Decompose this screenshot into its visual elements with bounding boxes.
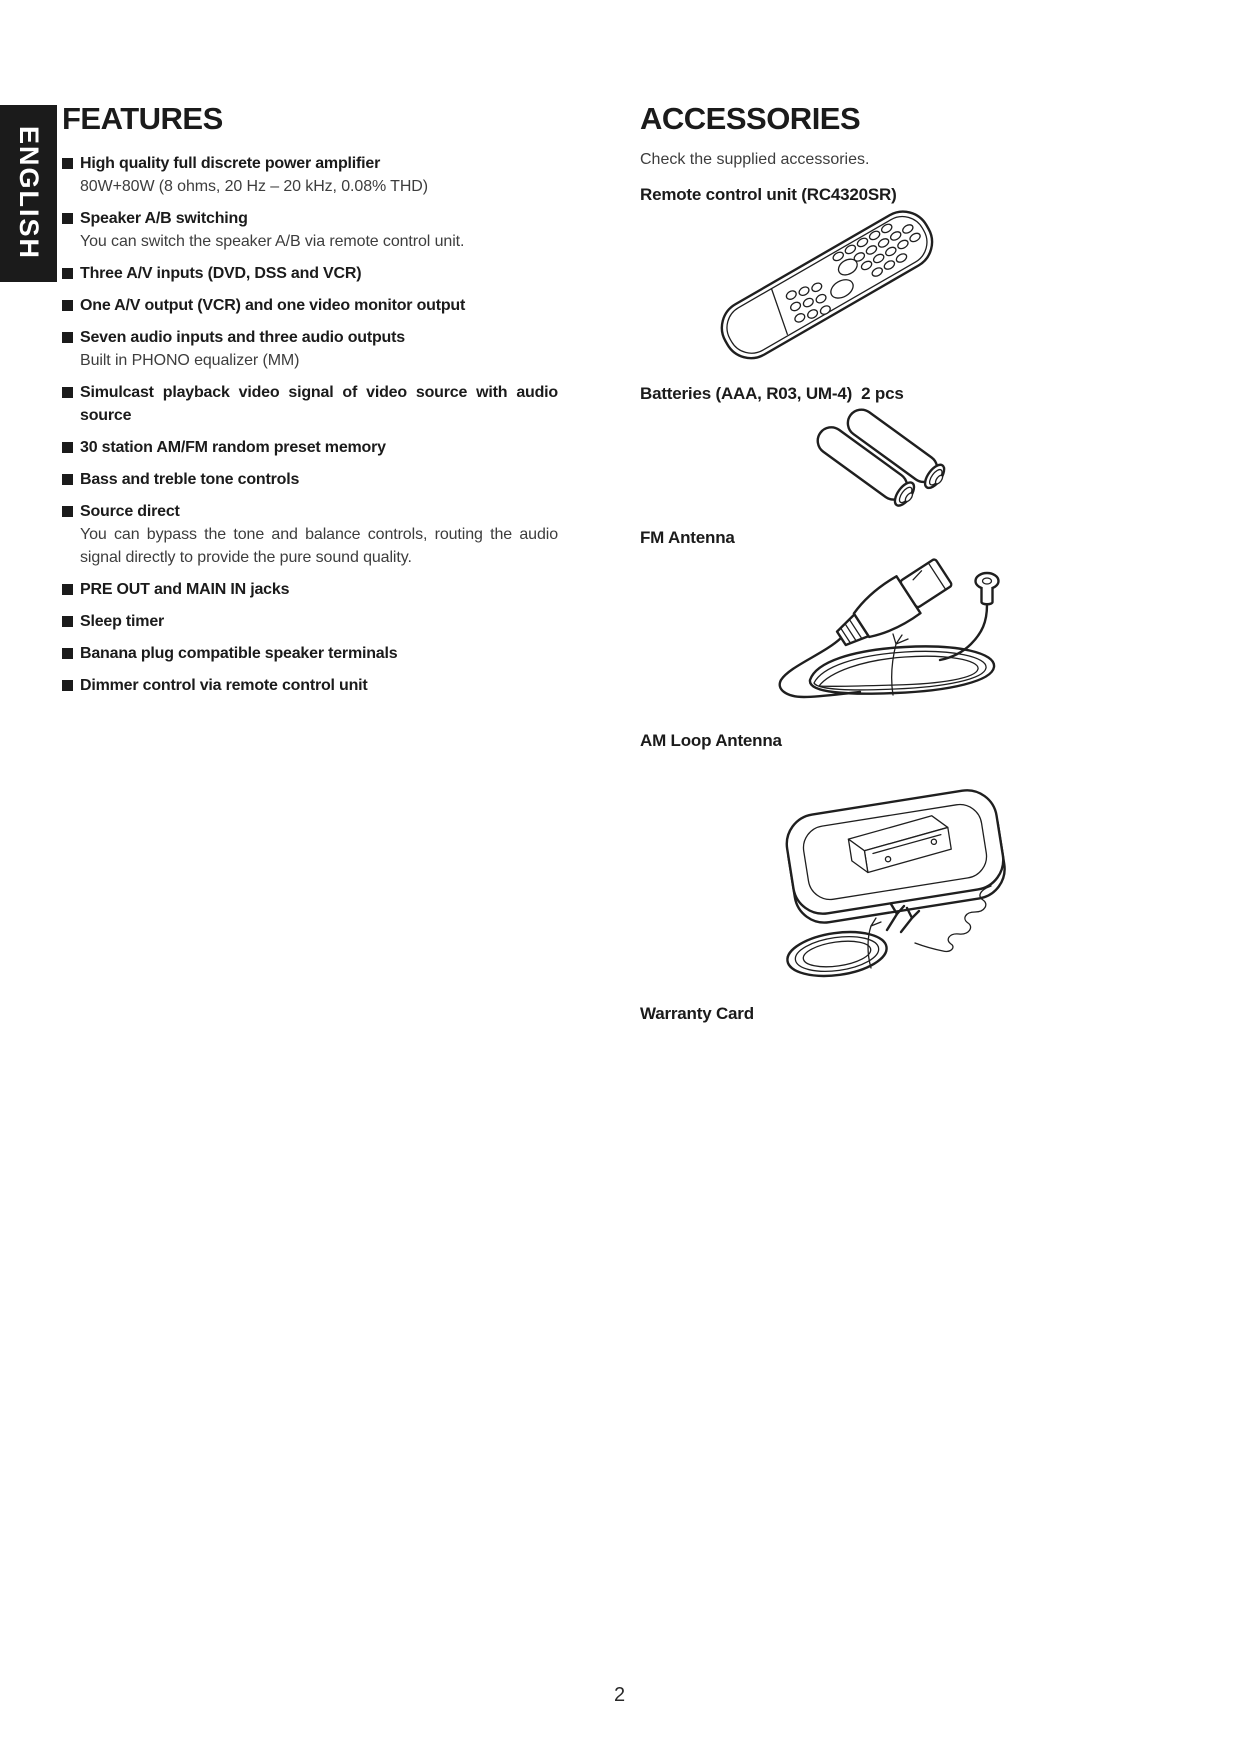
feature-description: 80W+80W (8 ohms, 20 Hz – 20 kHz, 0.08% THD): [80, 178, 428, 195]
bullet-square-icon: [62, 616, 73, 627]
accessory-label-remote: Remote control unit (RC4320SR): [640, 185, 897, 204]
accessory-label-am-antenna: AM Loop Antenna: [640, 731, 782, 750]
feature-heading: Simulcast playback video signal of video source with audio source: [80, 384, 558, 424]
bullet-square-icon: [62, 442, 73, 453]
feature-heading: One A/V output (VCR) and one video monitor output: [80, 297, 466, 314]
page-number: 2: [613, 1684, 626, 1706]
feature-item: [62, 578, 558, 601]
batteries-illustration: [827, 400, 975, 512]
feature-heading: 30 station AM/FM random preset memory: [80, 439, 386, 456]
bullet-square-icon: [62, 300, 73, 311]
accessory-label-warranty-card: Warranty Card: [640, 1004, 754, 1023]
feature-heading: Speaker A/B switching: [80, 210, 248, 227]
feature-heading: Three A/V inputs (DVD, DSS and VCR): [80, 265, 362, 282]
feature-item: [62, 436, 558, 459]
bullet-square-icon: [62, 332, 73, 343]
bullet-square-icon: [62, 680, 73, 691]
bullet-square-icon: [62, 584, 73, 595]
feature-item: [62, 207, 558, 253]
accessory-label-fm-antenna: FM Antenna: [640, 528, 735, 547]
feature-item: [62, 152, 558, 198]
feature-item: [62, 500, 558, 569]
feature-item: [62, 326, 558, 372]
fm-antenna-illustration: [690, 548, 1010, 713]
am-loop-antenna-illustration: [775, 762, 1027, 994]
bullet-square-icon: [62, 474, 73, 485]
feature-heading: PRE OUT and MAIN IN jacks: [80, 581, 290, 598]
accessories-title: ACCESSORIES: [640, 101, 861, 136]
feature-heading: Bass and treble tone controls: [80, 471, 300, 488]
feature-heading: Source direct: [80, 503, 180, 520]
bullet-square-icon: [62, 506, 73, 517]
language-tab-label: ENGLISH: [14, 126, 44, 261]
feature-item: [62, 262, 558, 285]
feature-description: Built in PHONO equalizer (MM): [80, 352, 300, 369]
bullet-square-icon: [62, 268, 73, 279]
feature-item: [62, 642, 558, 665]
accessories-intro: Check the supplied accessories.: [640, 151, 870, 168]
bullet-square-icon: [62, 158, 73, 169]
remote-control-illustration: [733, 200, 973, 375]
bullet-square-icon: [62, 213, 73, 224]
feature-item: [62, 674, 558, 697]
feature-item: [62, 610, 558, 633]
feature-heading: High quality full discrete power amplifier: [80, 155, 381, 172]
feature-item: [62, 381, 558, 427]
features-title: FEATURES: [62, 101, 223, 136]
feature-heading: Banana plug compatible speaker terminals: [80, 645, 398, 662]
bullet-square-icon: [62, 648, 73, 659]
bullet-square-icon: [62, 387, 73, 398]
feature-heading: Sleep timer: [80, 613, 165, 630]
feature-description: You can bypass the tone and balance controls, routing the audio signal directly to provide the pure sound quality.: [80, 526, 558, 566]
feature-item: [62, 294, 558, 317]
feature-heading: Dimmer control via remote control unit: [80, 677, 368, 694]
accessories-section: [640, 103, 1120, 1103]
feature-item: [62, 468, 558, 491]
features-section: [62, 103, 558, 706]
feature-heading: Seven audio inputs and three audio outputs: [80, 329, 405, 346]
language-tab: [0, 105, 57, 282]
accessory-label-batteries: Batteries (AAA, R03, UM-4) 2 pcs: [640, 384, 904, 403]
feature-description: You can switch the speaker A/B via remote control unit.: [80, 233, 465, 250]
